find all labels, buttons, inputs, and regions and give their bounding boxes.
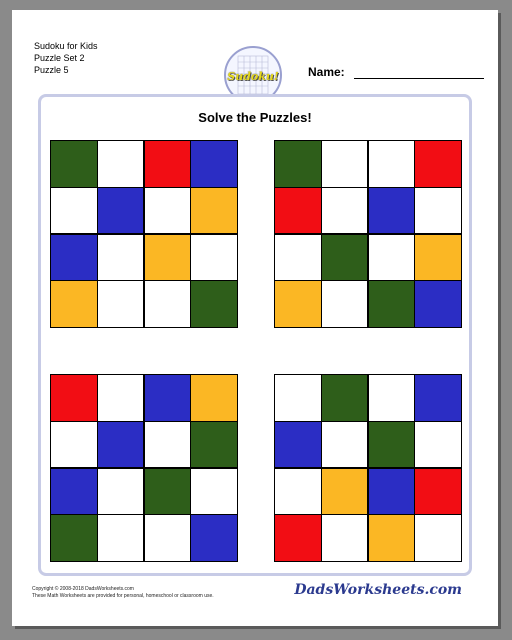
grid-cell (51, 375, 97, 421)
grid-cell (191, 141, 237, 187)
grid-cell[interactable] (369, 235, 415, 281)
grid-cell (191, 422, 237, 468)
grid-cell (275, 515, 321, 561)
grid-cell[interactable] (145, 422, 191, 468)
grid-cell (275, 281, 321, 327)
grid-cell[interactable] (98, 469, 144, 515)
worksheet-type: Sudoku for Kids (34, 41, 98, 51)
grid-cell[interactable] (98, 235, 144, 281)
grid-cell (415, 235, 461, 281)
grid-cell[interactable] (322, 188, 368, 234)
grid-cell[interactable] (275, 375, 321, 421)
grid-cell (369, 469, 415, 515)
grid-cell[interactable] (275, 469, 321, 515)
grid-cell (145, 141, 191, 187)
grid-cell (369, 422, 415, 468)
copyright-text: Copyright © 2008-2018 DadsWorksheets.com (32, 586, 134, 592)
grid-cell[interactable] (275, 235, 321, 281)
grid-cell[interactable] (98, 375, 144, 421)
grid-cell (145, 375, 191, 421)
grid-cell (322, 235, 368, 281)
grid-cell[interactable] (145, 281, 191, 327)
grid-cell (191, 188, 237, 234)
grid-cell (191, 375, 237, 421)
grid-cell (415, 281, 461, 327)
grid-cell (145, 235, 191, 281)
puzzle-grid-3 (50, 374, 238, 562)
grid-cell (275, 188, 321, 234)
grid-cell (369, 515, 415, 561)
worksheet-header (34, 40, 98, 76)
puzzle-number: Puzzle 5 (34, 65, 69, 75)
grid-cell (322, 375, 368, 421)
grid-cell[interactable] (415, 422, 461, 468)
puzzle-set: Puzzle Set 2 (34, 53, 85, 63)
grid-cell (191, 515, 237, 561)
grid-cell (275, 422, 321, 468)
grid-cell (51, 141, 97, 187)
grid-cell[interactable] (415, 188, 461, 234)
grid-cell (145, 469, 191, 515)
grid-cell[interactable] (191, 235, 237, 281)
worksheet-page (12, 10, 498, 626)
grid-cell (51, 235, 97, 281)
grid-cell[interactable] (191, 469, 237, 515)
grid-cell (51, 469, 97, 515)
grid-cell (51, 515, 97, 561)
puzzle-grid-4 (274, 374, 462, 562)
name-label: Name: (308, 65, 345, 79)
page-title: Solve the Puzzles! (198, 110, 312, 125)
grid-cell[interactable] (145, 188, 191, 234)
grid-cell[interactable] (98, 515, 144, 561)
puzzle-grid-2 (274, 140, 462, 328)
grid-cell (415, 141, 461, 187)
grid-cell[interactable] (369, 375, 415, 421)
grid-cell (191, 281, 237, 327)
grid-cell[interactable] (322, 422, 368, 468)
grid-cell[interactable] (98, 141, 144, 187)
grid-cell (51, 281, 97, 327)
grid-cell[interactable] (145, 515, 191, 561)
grid-cell (415, 469, 461, 515)
grid-cell (275, 141, 321, 187)
grid-cell[interactable] (415, 515, 461, 561)
grid-cell[interactable] (98, 281, 144, 327)
grid-cell (369, 188, 415, 234)
grid-cell[interactable] (51, 188, 97, 234)
footer (32, 586, 214, 600)
grid-cell[interactable] (51, 422, 97, 468)
grid-cell (322, 469, 368, 515)
grid-cell (415, 375, 461, 421)
grid-cell[interactable] (322, 515, 368, 561)
grid-cell (98, 422, 144, 468)
grid-cell[interactable] (322, 281, 368, 327)
brand-logo: DadsWorksheets.com (294, 582, 462, 598)
name-field-line[interactable] (354, 78, 484, 79)
grid-cell (369, 281, 415, 327)
grid-cell[interactable] (322, 141, 368, 187)
logo-text: Sudoku! (227, 70, 279, 83)
usage-note: These Math Worksheets are provided for personal, homeschool or classroom use. (32, 593, 214, 599)
grid-cell (98, 188, 144, 234)
grid-cell[interactable] (369, 141, 415, 187)
puzzle-grid-1 (50, 140, 238, 328)
